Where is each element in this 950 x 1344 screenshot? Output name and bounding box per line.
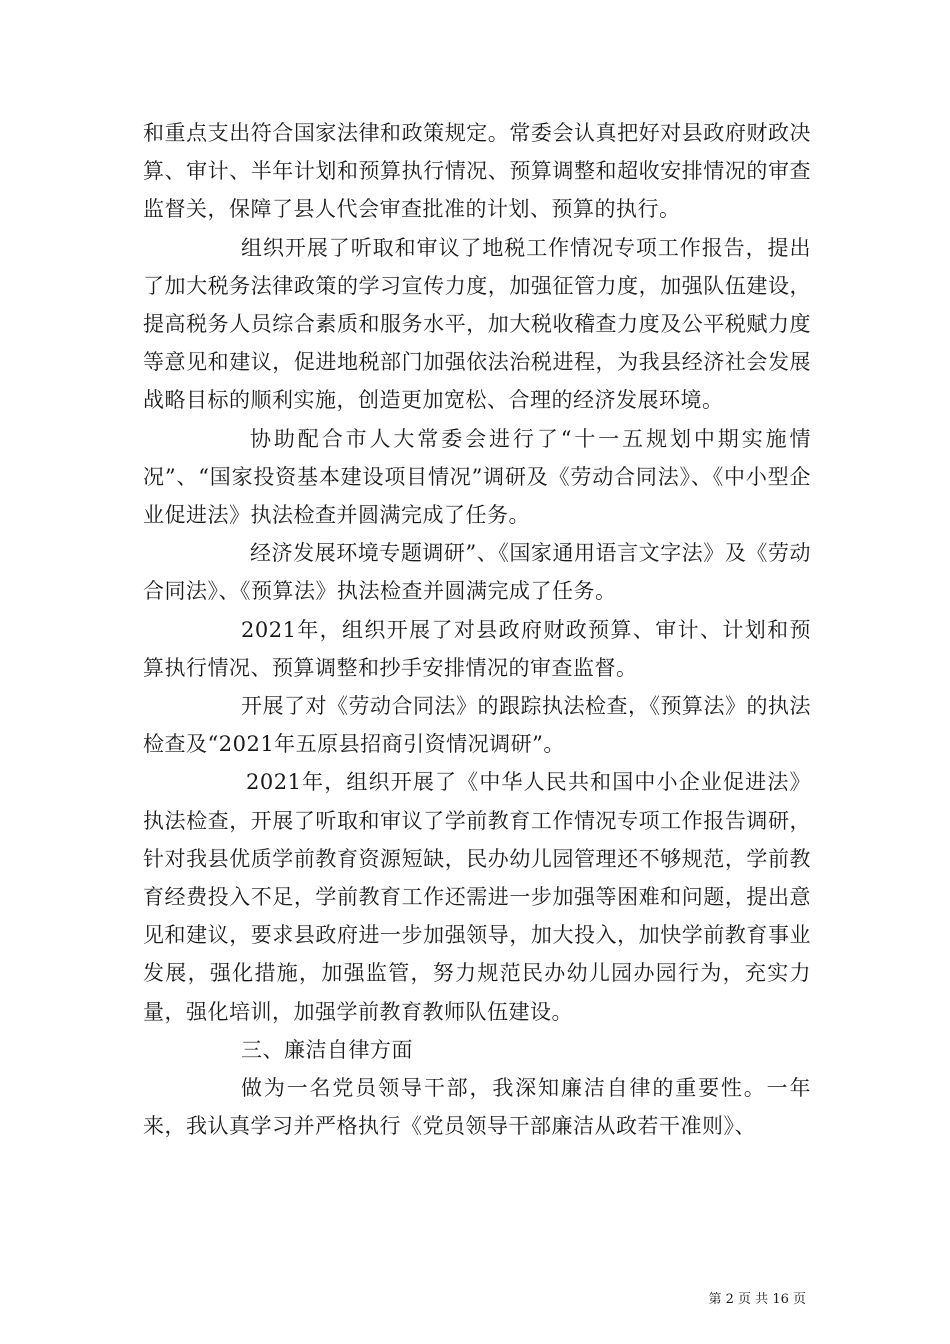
paragraph-integrity-self-discipline: 做为一名党员领导干部，我深知廉洁自律的重要性。一年来，我认真学习并严格执行《党员领导干部廉洁从政若干准则》、	[143, 1076, 811, 1139]
page-number-footer: 第 2 页 共 16 页	[708, 1292, 806, 1307]
paragraph-2021-budget-review: 2021年，组织开展了对县政府财政预算、审计、计划和预算执行情况、预算调整和抄手安排情况的审查监督。	[143, 617, 811, 680]
paragraph-2021-sme-promotion: 2021年，组织开展了《中华人民共和国中小企业促进法》执法检查，开展了听取和审议了学前教育工作情况专项工作报告调研，针对我县优质学前教育资源短缺，民办幼儿园管理还不够规范，学前教育经费投入不足，学前教育工作还需进一步加强等困难和问题，提出意见和建议，要求县政府进一步加强领导，加大投入，加快学前教育事业发展，强化措施，加强监管，努力规范民办幼儿园办园行为，充实力量，强化培训，加强学前教育教师队伍建设。	[143, 770, 811, 1024]
section-heading-integrity: 三、廉洁自律方面	[241, 1037, 413, 1062]
document-body	[143, 114, 811, 1145]
paragraph-local-tax-report: 组织开展了听取和审议了地税工作情况专项工作报告，提出了加大税务法律政策的学习宣传力度，加强征管力度，加强队伍建设，提高税务人员综合素质和服务水平，加大税收稽查力度及公平税赋力度等意见和建议，促进地税部门加强依法治税进程，为我县经济社会发展战略目标的顺利实施，创造更加宽松、合理的经济发展环境。	[143, 235, 811, 413]
paragraph-city-npc-cooperation: 协助配合市人大常委会进行了“十一五规划中期实施情况”、“国家投资基本建设项目情况”调研及《劳动合同法》、《中小型企业促进法》执法检查并圆满完成了任务。	[143, 426, 811, 528]
paragraph-economic-environment: 经济发展环境专题调研”、《国家通用语言文字法》及《劳动合同法》、《预算法》执法检查并圆满完成了任务。	[143, 541, 811, 604]
paragraph-labor-contract-law: 开展了对《劳动合同法》的跟踪执法检查，《预算法》的执法检查及“2021年五原县招商引资情况调研”。	[143, 694, 811, 757]
paragraph-fiscal-oversight: 和重点支出符合国家法律和政策规定。常委会认真把好对县政府财政决算、审计、半年计划和预算执行情况、预算调整和超收安排情况的审查监督关，保障了县人代会审查批准的计划、预算的执行。	[143, 121, 811, 222]
